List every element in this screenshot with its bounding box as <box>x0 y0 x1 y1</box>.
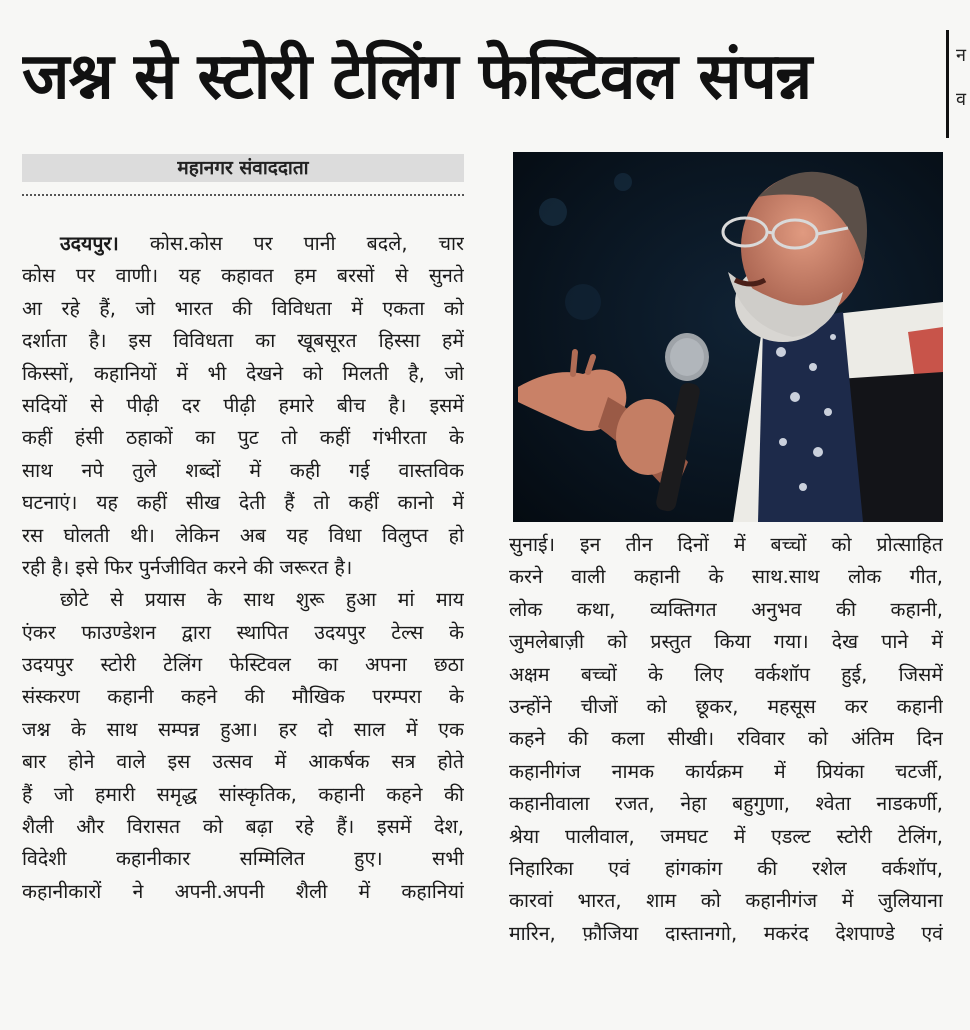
headline: जश्न से स्टोरी टेलिंग फेस्टिवल संपन्न <box>22 40 812 114</box>
text-line: घटनाएं। यह कहीं सीख देती हैं तो कहीं कानो में <box>22 491 464 515</box>
text-line: छोटे से प्रयास के साथ शुरू हुआ मां माय <box>60 588 464 612</box>
headline-divider <box>946 30 949 138</box>
text-line: कहीं हंसी ठहाकों का पुट तो कहीं गंभीरता के <box>22 426 464 450</box>
text-line: उदयपुर स्टोरी टेलिंग फेस्टिवल का अपना छठा <box>22 653 464 677</box>
text-line: श्रेया पालीवाल, जमघट में एडल्ट स्टोरी टेलिंग, <box>509 824 943 848</box>
edge-fragment-line: न <box>956 45 966 66</box>
text-line: निहारिका एवं हांगकांग की रशेल वर्कशॉप, <box>509 856 943 880</box>
text-line: सुनाई। इन तीन दिनों में बच्चों को प्रोत्साहित <box>509 533 943 556</box>
text-line: अक्षम बच्चों के लिए वर्कशॉप हुई, जिसमें <box>509 662 943 686</box>
text-line: कोस पर वाणी। यह कहावत हम बरसों से सुनते <box>22 264 464 288</box>
text-line: सदियों से पीढ़ी दर पीढ़ी हमारे बीच है। इसमें <box>22 393 464 417</box>
text-line: दर्शाता है। इस विविधता का खूबसूरत हिस्सा हमें <box>22 329 464 353</box>
text-line: हैं जो हमारी समृद्ध सांस्कृतिक, कहानी कहने की <box>22 782 464 806</box>
storyteller-photo-illustration <box>513 152 943 522</box>
text-line: रही है। इसे फिर पुर्नजीवित करने की जरूरत है। <box>22 555 353 579</box>
text-line: विदेशी कहानीकार सम्मिलित हुए। सभी <box>22 847 464 871</box>
text-line: किस्सों, कहानियों में भी देखने को मिलती है, जो <box>22 361 464 385</box>
dotted-divider <box>22 194 464 196</box>
text-line <box>22 228 464 260</box>
text-line: मारिन, फ़ौजिया दास्तानगो, मकरंद देशपाण्डे एवं <box>509 921 943 945</box>
text-line: जश्न के साथ सम्पन्न हुआ। हर दो साल में एक <box>22 717 464 741</box>
text-line: कहानीवाला रजत, नेहा बहुगुणा, श्वेता नाडकर्णी, <box>509 792 943 816</box>
text-line: करने वाली कहानी के साथ.साथ लोक गीत, <box>509 565 943 589</box>
article-column-left <box>22 228 464 908</box>
text-line: कहने की कला सीखी। रविवार को अंतिम दिन <box>509 727 943 751</box>
text-line: आ रहे हैं, जो भारत की विविधता में एकता को <box>22 296 464 320</box>
text-line: शैली और विरासत को बढ़ा रहे हैं। इसमें देश, <box>22 815 464 839</box>
text-line: संस्करण कहानी कहने की मौखिक परम्परा के <box>22 685 464 709</box>
text-line: जुमलेबाज़ी को प्रस्तुत किया गया। देख पाने में <box>509 630 943 654</box>
text-line: उन्होंने चीजों को छूकर, महसूस कर कहानी <box>509 694 943 718</box>
article-photo <box>513 152 943 522</box>
text-line: एंकर फाउण्डेशन द्वारा स्थापित उदयपुर टेल्स के <box>22 620 464 644</box>
text-line: कारवां भारत, शाम को कहानीगंज में जुलियाना <box>509 889 943 913</box>
text-line: कहानीकारों ने अपनी.अपनी शैली में कहानियां <box>22 879 464 903</box>
text-line: रस घोलती थी। लेकिन अब यह विधा विलुप्त हो <box>22 523 464 547</box>
text-line: कहानीगंज नामक कार्यक्रम में प्रियंका चटर्जी, <box>509 759 943 783</box>
text-line: बार होने वाले इस उत्सव में आकर्षक सत्र होते <box>22 750 464 774</box>
edge-fragment-line: व <box>956 89 967 110</box>
byline: महानगर संवाददाता <box>22 154 464 182</box>
dateline: उदयपुर। <box>60 232 119 255</box>
text-line: लोक कथा, व्यक्तिगत अनुभव की कहानी, <box>509 597 943 621</box>
text-line: साथ नपे तुले शब्दों में कही गई वास्तविक <box>22 458 464 482</box>
text-line-content: कोस.कोस पर पानी बदले, चार <box>118 232 464 255</box>
adjacent-article-fragment <box>956 34 970 134</box>
article-column-right <box>509 529 943 950</box>
